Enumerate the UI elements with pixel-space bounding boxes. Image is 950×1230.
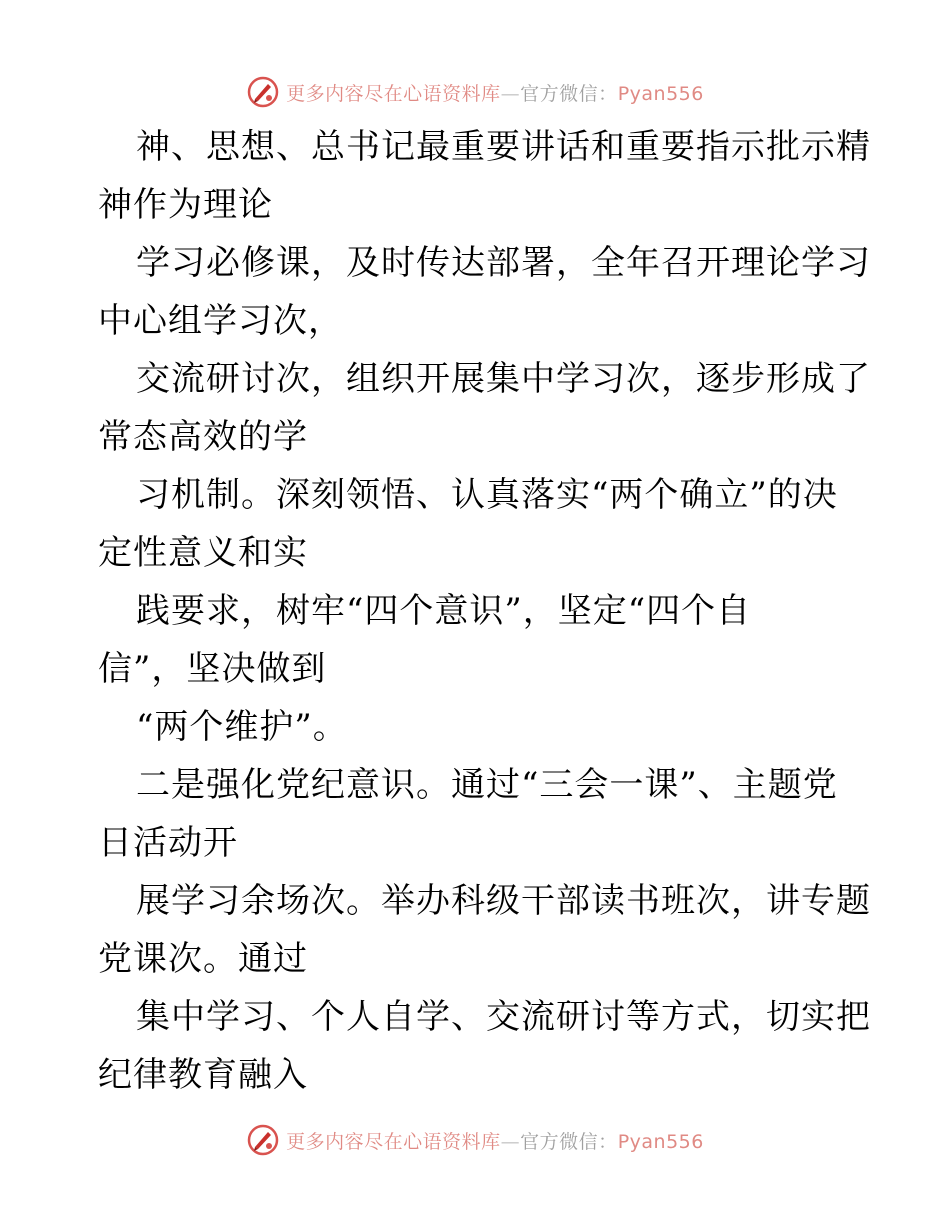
text-line: 践要求，树牢“四个意识”，坚定“四个自 — [136, 591, 752, 631]
banner-handle: Pyan556 — [617, 82, 704, 105]
footer-banner — [0, 1118, 950, 1162]
text-line: 二是强化党纪意识。通过“三会一课”、主题党 — [136, 765, 838, 805]
banner-text — [286, 1127, 704, 1154]
banner-main: 更多内容尽在心语资料库 — [286, 1130, 501, 1153]
text-line: 党课次。通过 — [98, 939, 308, 979]
text-line: 集中学习、个人自学、交流研讨等方式，切实把 — [136, 997, 871, 1037]
document-body — [98, 118, 871, 1104]
text-line: 日活动开 — [98, 823, 238, 863]
text-line: “两个维护”。 — [136, 707, 348, 747]
banner-handle: Pyan556 — [617, 1130, 704, 1153]
text-line: 信”，坚决做到 — [98, 649, 327, 689]
text-line: 神作为理论 — [98, 185, 273, 225]
text-line: 神、思想、总书记最重要讲话和重要指示批示精 — [136, 127, 871, 167]
banner-separator: — — [500, 1130, 521, 1153]
banner-text — [286, 79, 704, 106]
text-line: 展学习余场次。举办科级干部读书班次，讲专题 — [136, 881, 871, 921]
header-banner — [0, 70, 950, 114]
banner-separator: — — [500, 82, 521, 105]
pen-circle-logo-icon — [246, 1123, 280, 1157]
text-line: 学习必修课，及时传达部署，全年召开理论学习 — [136, 243, 871, 283]
text-line: 交流研讨次，组织开展集中学习次，逐步形成了 — [136, 359, 871, 399]
banner-main: 更多内容尽在心语资料库 — [286, 82, 501, 105]
pen-circle-logo-icon — [246, 75, 280, 109]
text-line: 定性意义和实 — [98, 533, 308, 573]
banner-official: 官方微信： — [520, 1130, 618, 1153]
text-line: 纪律教育融入 — [98, 1055, 308, 1095]
text-line: 常态高效的学 — [98, 417, 308, 457]
banner-official: 官方微信： — [520, 82, 618, 105]
text-line: 习机制。深刻领悟、认真落实“两个确立”的决 — [136, 475, 838, 515]
text-line: 中心组学习次， — [98, 301, 343, 341]
